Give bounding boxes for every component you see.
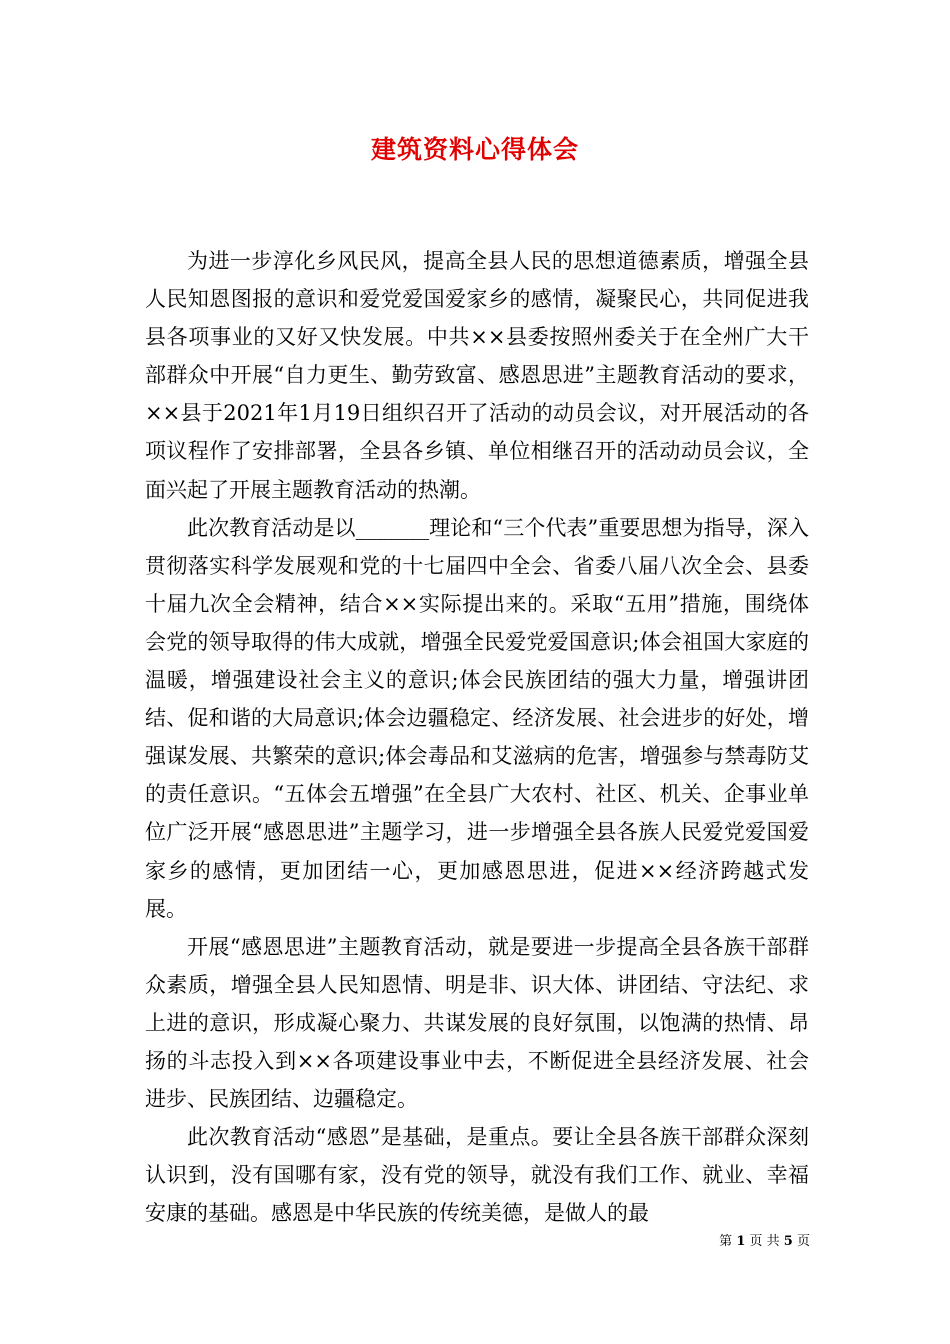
footer-prefix: 第 (719, 1234, 733, 1249)
document-title: 建筑资料心得体会 (370, 135, 579, 164)
page-number-footer (700, 1233, 810, 1251)
footer-suffix: 页 (796, 1234, 810, 1249)
current-page-number: 1 (736, 1234, 746, 1249)
paragraph-1: 为进一步淳化乡风民风，提高全县人民的思想道德素质，增强全县人民知恩图报的意识和爱党爱国爱家乡的感情，凝聚民心，共同促进我县各项事业的又好又快发展。中共××县委按照州委关于在全州广大干部群众中开展“自力更生、勤劳致富、感恩思进”主题教育活动的要求，××县于2021年1月19日组织召开了活动的动员会议，对开展活动的各项议程作了安排部署，全县各乡镇、单位相继召开的活动动员会议，全面兴起了开展主题教育活动的热潮。 (145, 249, 809, 502)
paragraph-2: 此次教育活动是以_______理论和“三个代表”重要思想为指导，深入贯彻落实科学发展观和党的十七届四中全会、省委八届八次全会、县委十届九次全会精神，结合××实际提出来的。采取“五用”措施，围绕体会党的领导取得的伟大成就，增强全民爱党爱国意识;体会祖国大家庭的温暖，增强建设社会主义的意识;体会民族团结的强大力量，增强讲团结、促和谐的大局意识;体会边疆稳定、经济发展、社会进步的好处，增强谋发展、共繁荣的意识;体会毒品和艾滋病的危害，增强参与禁毒防艾的责任意识。“五体会五增强”在全县广大农村、社区、机关、企事业单位广泛开展“感恩思进”主题学习，进一步增强全县各族人民爱党爱国爱家乡的感情，更加团结一心，更加感恩思进，促进××经济跨越式发展。 (145, 515, 809, 921)
paragraph-3: 开展“感恩思进”主题教育活动，就是要进一步提高全县各族干部群众素质，增强全县人民知恩情、明是非、识大体、讲团结、守法纪、求上进的意识，形成凝心聚力、共谋发展的良好氛围，以饱满的热情、昂扬的斗志投入到××各项建设事业中去，不断促进全县经济发展、社会进步、民族团结、边疆稳定。 (145, 934, 809, 1112)
paragraph-4: 此次教育活动“感恩”是基础，是重点。要让全县各族干部群众深刻认识到，没有国哪有家，没有党的领导，就没有我们工作、就业、幸福安康的基础。感恩是中华民族的传统美德，是做人的最 (145, 1125, 809, 1226)
total-page-number: 5 (783, 1234, 793, 1249)
document-body (145, 242, 809, 1232)
footer-middle: 页 共 (749, 1234, 780, 1249)
